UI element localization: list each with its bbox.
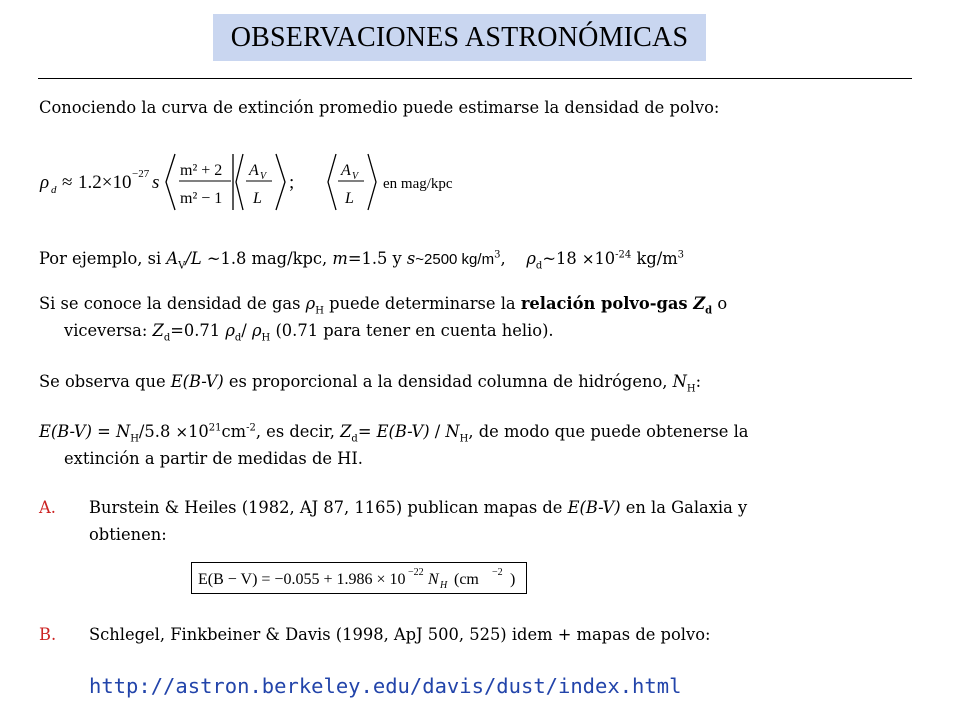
obs-N: N <box>672 372 687 391</box>
equation-N: N <box>428 571 439 588</box>
gas-text-a: Si se conoce la densidad de gas <box>39 294 306 313</box>
gas-text-d: viceversa: <box>64 321 153 340</box>
item-a-line-2: obtienen: <box>89 525 167 544</box>
equation-H: H <box>440 580 448 591</box>
rel-val3: cm <box>221 422 247 441</box>
example-d: d <box>535 260 543 272</box>
gas-rho: ρ <box>305 294 316 313</box>
formula-av-sub: V <box>260 171 267 182</box>
title-divider <box>38 78 912 79</box>
item-a-text-a: Burstein & Heiles (1982, AJ 87, 1165) publican mapas de <box>89 498 568 517</box>
formula-coef: 1.2×10 <box>78 172 132 193</box>
example-val4: ~18 <box>542 249 582 268</box>
obs-ebv: E(B-V) <box>170 372 224 391</box>
gas-text-c: o <box>712 294 728 313</box>
rel-ebv: E(B-V) <box>39 422 92 441</box>
formula-L: L <box>253 190 262 207</box>
rel-d: d <box>351 433 358 445</box>
formula-av-2: A <box>341 162 351 179</box>
example-times: × <box>581 250 595 268</box>
item-a-text-b: en la Galaxia y <box>620 498 748 517</box>
gas-H2: H <box>261 332 271 344</box>
rel-exp: 21 <box>208 422 222 434</box>
example-prefix: Por ejemplo, si <box>39 249 167 268</box>
example-exp3: 3 <box>494 249 501 261</box>
rel-val: /5.8 <box>138 422 176 441</box>
example-V: V <box>178 260 186 272</box>
example-exp5: -24 <box>615 249 632 261</box>
item-b-text: Schlegel, Finkbeiner & Davis (1998, ApJ 500, 525) idem + mapas de polvo: <box>89 625 711 644</box>
gas-rho2: ρ <box>225 321 235 340</box>
equation-svg <box>192 563 526 593</box>
intro-text: Conociendo la curva de extinción promedio puede estimarse la densidad de polvo: <box>39 98 720 117</box>
example-slash-L: /L <box>185 249 202 268</box>
item-b-letter: B. <box>39 625 57 644</box>
rel-exp2: -2 <box>246 422 256 434</box>
example-line <box>39 248 684 271</box>
formula-approx: ≈ <box>62 172 73 193</box>
gas-Z: Z <box>693 294 706 313</box>
example-val6: kg/m <box>631 249 678 268</box>
example-val1: ~1.8 mag/kpc, <box>201 249 333 268</box>
gas-line-1 <box>39 293 727 315</box>
gas-text-f: / <box>241 321 252 340</box>
slide-title: OBSERVACIONES ASTRONÓMICAS <box>230 21 689 53</box>
rel-line-2: extinción a partir de medidas de HI. <box>64 449 363 468</box>
gas-text-g: (0.71 para tener en cuenta helio). <box>270 321 554 340</box>
rel-ebv2: E(B-V) <box>376 422 430 441</box>
obs-H: H <box>686 383 696 395</box>
rel-N2: N <box>445 422 460 441</box>
example-s: s <box>406 249 416 268</box>
rel-H: H <box>130 433 139 445</box>
rel-times: × <box>175 423 189 441</box>
example-m: m <box>332 249 348 268</box>
formula-frac-den: m² − 1 <box>180 190 223 207</box>
gas-text-e: =0.71 <box>170 321 226 340</box>
formula-rho-sub: d <box>51 184 57 196</box>
rel-eq: = <box>91 422 116 441</box>
example-val2: =1.5 y <box>347 249 407 268</box>
rel-val2: 10 <box>188 422 209 441</box>
gas-bold: relación polvo-gas <box>520 294 694 313</box>
formula-av: A <box>249 162 259 179</box>
item-a-letter: A. <box>39 498 56 517</box>
rel-text-c: = <box>357 422 377 441</box>
equation-box <box>191 562 527 594</box>
formula-L-2: L <box>345 190 354 207</box>
obs-text-b: es proporcional a la densidad columna de hidrógeno, <box>223 372 673 391</box>
formula-coef-exp: −27 <box>132 168 150 180</box>
gas-line-2 <box>64 320 554 342</box>
obs-text-a: Se observa que <box>39 372 171 391</box>
formula-s: s <box>152 172 160 193</box>
rel-N: N <box>115 422 131 441</box>
rel-text-b: , es decir, <box>255 422 341 441</box>
equation-close: ) <box>510 571 516 588</box>
obs-text-c: : <box>695 372 702 391</box>
item-a-line-1 <box>89 497 747 519</box>
example-val5: 10 <box>594 249 616 268</box>
formula-av-sub-2: V <box>352 171 359 182</box>
formula-rho: ρ <box>40 172 50 193</box>
rel-H2: H <box>459 433 469 445</box>
formula-units: en mag/kpc <box>383 176 453 192</box>
rel-Z: Z <box>340 422 352 441</box>
gas-Zd: d <box>705 305 713 317</box>
dust-maps-link[interactable]: http://astron.berkeley.edu/davis/dust/index.html <box>89 674 682 698</box>
title-box <box>213 14 706 61</box>
equation-exp2: −2 <box>492 567 503 578</box>
formula-semicolon: ; <box>289 172 295 193</box>
example-A: A <box>166 249 179 268</box>
obs-line <box>39 371 701 393</box>
gas-Zd2: d <box>163 332 171 344</box>
rel-text-e: , de modo que puede obtenerse la <box>468 422 749 441</box>
gas-Z2: Z <box>152 321 164 340</box>
equation-lhs: E(B − V) = −0.055 + 1.986 × 10 <box>198 571 406 588</box>
example-rho: ρ <box>526 249 536 268</box>
gas-rho3: ρ <box>251 321 262 340</box>
example-val3: ~2500 kg/m <box>415 251 495 268</box>
item-a-ebv: E(B-V) <box>567 498 621 517</box>
equation-exp: −22 <box>408 567 424 578</box>
gas-text-b: puede determinarse la <box>323 294 521 313</box>
formula-frac-num: m² + 2 <box>180 162 223 179</box>
rel-line-1 <box>39 421 749 443</box>
example-comma: , <box>500 249 506 268</box>
equation-rhs: (cm <box>454 571 479 588</box>
rel-text-d: / <box>429 422 446 441</box>
dust-density-formula <box>38 146 538 216</box>
example-exp6: 3 <box>677 249 685 261</box>
gas-H: H <box>315 305 324 317</box>
gas-d2: d <box>234 332 242 344</box>
